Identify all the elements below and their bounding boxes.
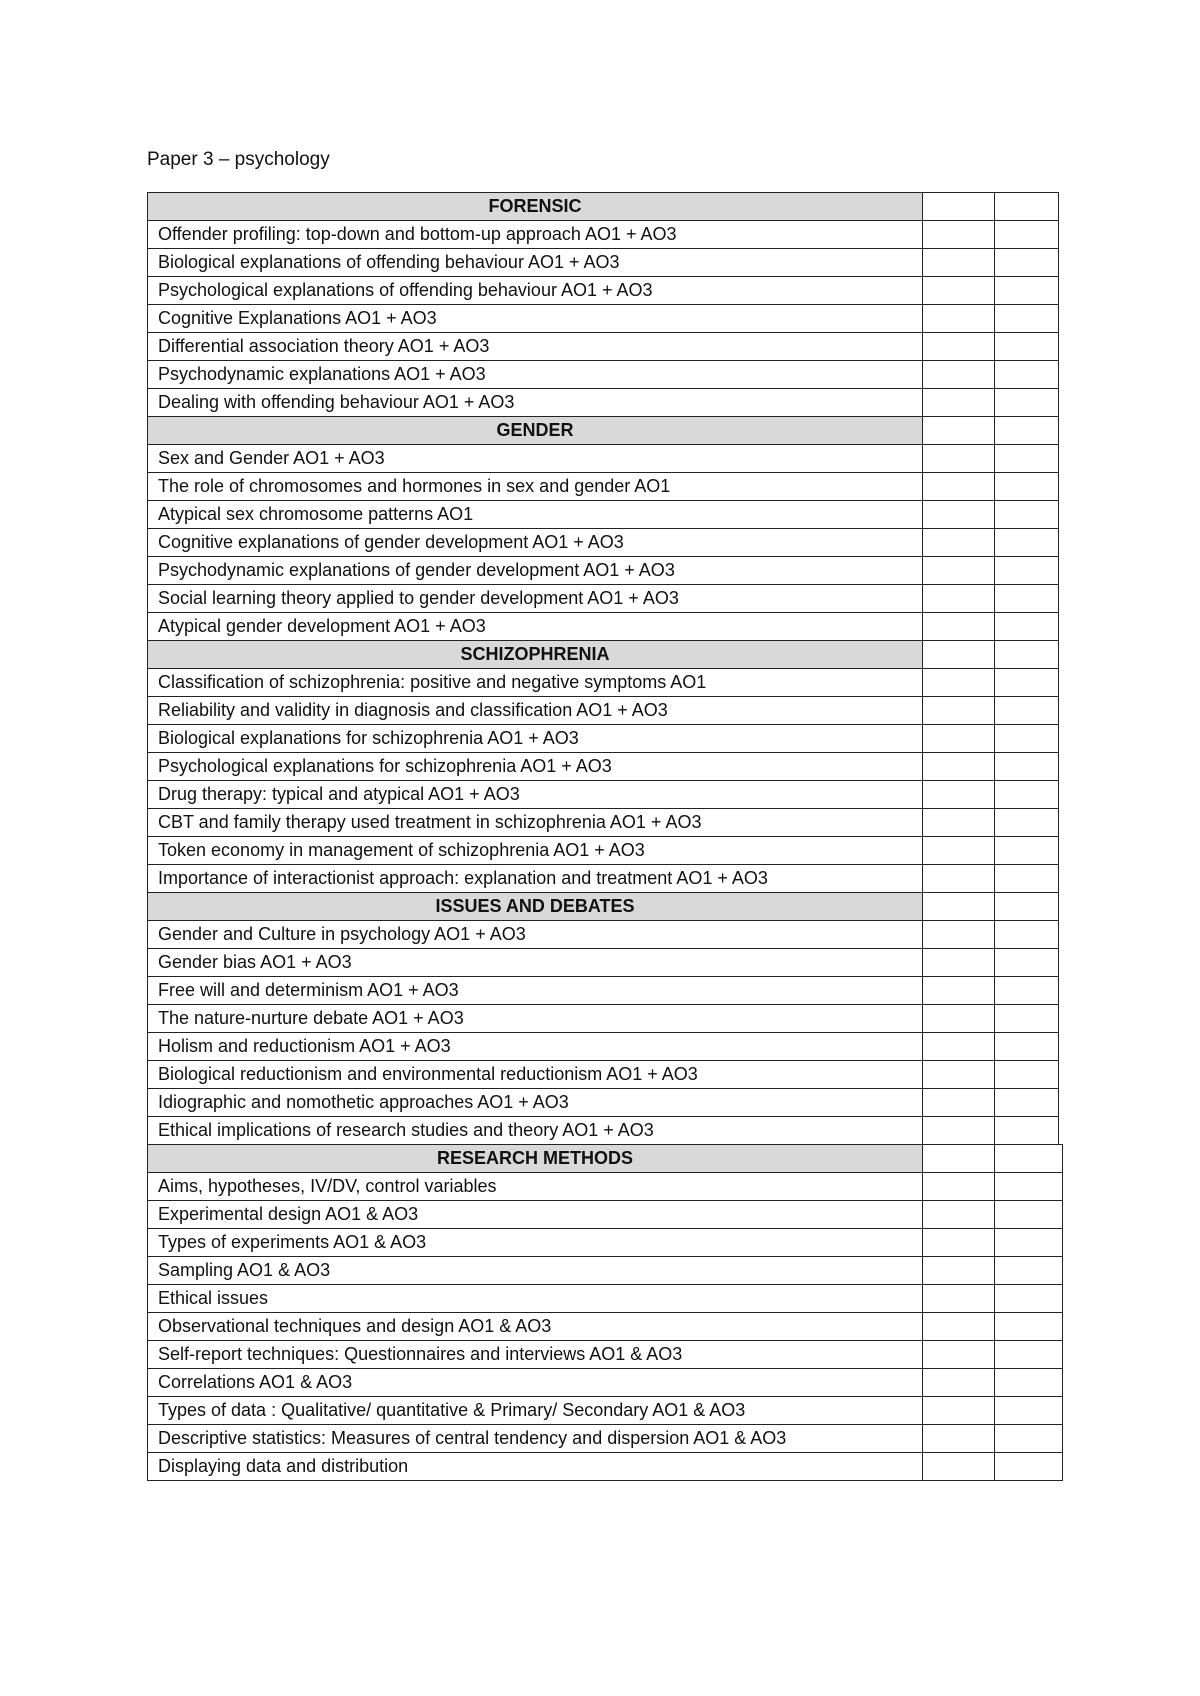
topic-row [148, 305, 1059, 333]
check-cell-1[interactable] [923, 865, 995, 893]
topic-row [148, 613, 1059, 641]
check-cell-2[interactable] [995, 1173, 1063, 1201]
topic-row [148, 1173, 1063, 1201]
check-cell-2 [995, 893, 1059, 921]
topic-row [148, 1201, 1063, 1229]
check-cell-1[interactable] [923, 221, 995, 249]
topic-row [148, 865, 1059, 893]
topic-row [148, 249, 1059, 277]
check-cell-2[interactable] [995, 725, 1059, 753]
topic-row [148, 669, 1059, 697]
check-cell-1[interactable] [923, 277, 995, 305]
check-cell-1[interactable] [923, 837, 995, 865]
check-cell-1 [923, 193, 995, 221]
topic-label: Social learning theory applied to gender development AO1 + AO3 [148, 585, 923, 613]
check-cell-1[interactable] [923, 1173, 995, 1201]
check-cell-1[interactable] [923, 1397, 995, 1425]
check-cell-1[interactable] [923, 697, 995, 725]
check-cell-2[interactable] [995, 305, 1059, 333]
check-cell-1[interactable] [923, 389, 995, 417]
topic-row [148, 473, 1059, 501]
check-cell-2[interactable] [995, 1089, 1059, 1117]
topic-row [148, 1117, 1059, 1145]
check-cell-1[interactable] [923, 445, 995, 473]
check-cell-1[interactable] [923, 921, 995, 949]
topic-row [148, 277, 1059, 305]
topic-row [148, 1089, 1059, 1117]
topic-row [148, 697, 1059, 725]
topic-label: Sampling AO1 & AO3 [148, 1257, 923, 1285]
check-cell-2[interactable] [995, 809, 1059, 837]
check-cell-1[interactable] [923, 249, 995, 277]
topic-row [148, 1033, 1059, 1061]
topic-label: The role of chromosomes and hormones in sex and gender AO1 [148, 473, 923, 501]
topic-label: Types of experiments AO1 & AO3 [148, 1229, 923, 1257]
check-cell-2[interactable] [995, 1341, 1063, 1369]
topic-label: Psychological explanations for schizophrenia AO1 + AO3 [148, 753, 923, 781]
check-cell-2[interactable] [995, 669, 1059, 697]
document-title: Paper 3 – psychology [147, 149, 330, 170]
check-cell-1[interactable] [923, 1313, 995, 1341]
topic-label: Psychological explanations of offending behaviour AO1 + AO3 [148, 277, 923, 305]
topic-row [148, 585, 1059, 613]
check-cell-2 [995, 417, 1059, 445]
topic-label: Observational techniques and design AO1 & AO3 [148, 1313, 923, 1341]
section-heading-row [148, 1145, 1063, 1173]
topic-label: Correlations AO1 & AO3 [148, 1369, 923, 1397]
check-cell-1[interactable] [923, 809, 995, 837]
section-heading: RESEARCH METHODS [148, 1145, 923, 1173]
topic-label: Gender bias AO1 + AO3 [148, 949, 923, 977]
topic-label: Atypical gender development AO1 + AO3 [148, 613, 923, 641]
research-methods-table [147, 1144, 1063, 1481]
topic-label: Displaying data and distribution [148, 1453, 923, 1481]
check-cell-1[interactable] [923, 1005, 995, 1033]
check-cell-2[interactable] [995, 1257, 1063, 1285]
check-cell-2 [995, 1145, 1063, 1173]
check-cell-1[interactable] [923, 1453, 995, 1481]
section-heading: SCHIZOPHRENIA [148, 641, 923, 669]
check-cell-1 [923, 1145, 995, 1173]
check-cell-1[interactable] [923, 1425, 995, 1453]
check-cell-2[interactable] [995, 1397, 1063, 1425]
check-cell-2[interactable] [995, 1005, 1059, 1033]
check-cell-1[interactable] [923, 1061, 995, 1089]
topic-label: Biological reductionism and environmental reductionism AO1 + AO3 [148, 1061, 923, 1089]
topic-label: Holism and reductionism AO1 + AO3 [148, 1033, 923, 1061]
topic-row [148, 949, 1059, 977]
check-cell-2[interactable] [995, 1285, 1063, 1313]
topic-row [148, 1257, 1063, 1285]
topic-label: Dealing with offending behaviour AO1 + AO3 [148, 389, 923, 417]
check-cell-1[interactable] [923, 529, 995, 557]
topic-row [148, 977, 1059, 1005]
check-cell-2[interactable] [995, 865, 1059, 893]
topic-label: Atypical sex chromosome patterns AO1 [148, 501, 923, 529]
topic-label: Cognitive Explanations AO1 + AO3 [148, 305, 923, 333]
check-cell-1[interactable] [923, 305, 995, 333]
check-cell-2[interactable] [995, 613, 1059, 641]
check-cell-2[interactable] [995, 921, 1059, 949]
topic-label: Offender profiling: top-down and bottom-up approach AO1 + AO3 [148, 221, 923, 249]
check-cell-1[interactable] [923, 1369, 995, 1397]
topic-row [148, 781, 1059, 809]
check-cell-1[interactable] [923, 1341, 995, 1369]
topic-row [148, 1313, 1063, 1341]
topic-label: Reliability and validity in diagnosis and classification AO1 + AO3 [148, 697, 923, 725]
check-cell-1 [923, 417, 995, 445]
check-cell-1[interactable] [923, 501, 995, 529]
check-cell-2 [995, 641, 1059, 669]
check-cell-1[interactable] [923, 585, 995, 613]
topic-label: Cognitive explanations of gender development AO1 + AO3 [148, 529, 923, 557]
topic-label: Biological explanations for schizophrenia AO1 + AO3 [148, 725, 923, 753]
topic-row [148, 809, 1059, 837]
check-cell-1[interactable] [923, 473, 995, 501]
section-heading-row [148, 417, 1059, 445]
check-cell-2[interactable] [995, 1201, 1063, 1229]
topic-row [148, 1425, 1063, 1453]
check-cell-1[interactable] [923, 1229, 995, 1257]
check-cell-2[interactable] [995, 333, 1059, 361]
topic-label: Aims, hypotheses, IV/DV, control variables [148, 1173, 923, 1201]
check-cell-2[interactable] [995, 697, 1059, 725]
check-cell-1[interactable] [923, 1033, 995, 1061]
check-cell-1[interactable] [923, 949, 995, 977]
topic-row [148, 501, 1059, 529]
topic-row [148, 557, 1059, 585]
topic-label: Ethical implications of research studies and theory AO1 + AO3 [148, 1117, 923, 1145]
topic-row [148, 1005, 1059, 1033]
check-cell-2[interactable] [995, 557, 1059, 585]
check-cell-1[interactable] [923, 753, 995, 781]
section-heading: ISSUES AND DEBATES [148, 893, 923, 921]
check-cell-1[interactable] [923, 781, 995, 809]
topic-label: Types of data : Qualitative/ quantitative & Primary/ Secondary AO1 & AO3 [148, 1397, 923, 1425]
check-cell-1 [923, 641, 995, 669]
topic-label: Biological explanations of offending behaviour AO1 + AO3 [148, 249, 923, 277]
check-cell-2[interactable] [995, 753, 1059, 781]
check-cell-2[interactable] [995, 585, 1059, 613]
check-cell-2[interactable] [995, 221, 1059, 249]
topic-row [148, 221, 1059, 249]
topic-row [148, 333, 1059, 361]
topic-label: Self-report techniques: Questionnaires and interviews AO1 & AO3 [148, 1341, 923, 1369]
topic-label: Idiographic and nomothetic approaches AO1 + AO3 [148, 1089, 923, 1117]
check-cell-1[interactable] [923, 977, 995, 1005]
topic-label: Importance of interactionist approach: explanation and treatment AO1 + AO3 [148, 865, 923, 893]
topic-label: Sex and Gender AO1 + AO3 [148, 445, 923, 473]
topic-label: Psychodynamic explanations of gender development AO1 + AO3 [148, 557, 923, 585]
check-cell-2[interactable] [995, 501, 1059, 529]
check-cell-2[interactable] [995, 1425, 1063, 1453]
check-cell-2[interactable] [995, 1061, 1059, 1089]
topic-row [148, 1397, 1063, 1425]
check-cell-2[interactable] [995, 977, 1059, 1005]
topic-row [148, 361, 1059, 389]
section-heading: GENDER [148, 417, 923, 445]
topic-label: Ethical issues [148, 1285, 923, 1313]
check-cell-2[interactable] [995, 837, 1059, 865]
topic-row [148, 725, 1059, 753]
topic-label: Gender and Culture in psychology AO1 + AO3 [148, 921, 923, 949]
check-cell-2[interactable] [995, 445, 1059, 473]
check-cell-2[interactable] [995, 389, 1059, 417]
check-cell-2[interactable] [995, 473, 1059, 501]
section-heading-row [148, 193, 1059, 221]
check-cell-2[interactable] [995, 1369, 1063, 1397]
topic-row [148, 1061, 1059, 1089]
research-methods-checklist [147, 1144, 1063, 1481]
check-cell-2[interactable] [995, 1313, 1063, 1341]
topic-label: Token economy in management of schizophrenia AO1 + AO3 [148, 837, 923, 865]
topic-row [148, 1229, 1063, 1257]
check-cell-1[interactable] [923, 1201, 995, 1229]
section-heading-row [148, 893, 1059, 921]
topic-label: Differential association theory AO1 + AO3 [148, 333, 923, 361]
topic-label: Experimental design AO1 & AO3 [148, 1201, 923, 1229]
check-cell-1[interactable] [923, 1285, 995, 1313]
check-cell-1[interactable] [923, 557, 995, 585]
check-cell-1[interactable] [923, 361, 995, 389]
check-cell-1[interactable] [923, 669, 995, 697]
check-cell-2[interactable] [995, 529, 1059, 557]
topics-checklist [147, 192, 1059, 1145]
check-cell-2[interactable] [995, 1117, 1059, 1145]
topic-label: Free will and determinism AO1 + AO3 [148, 977, 923, 1005]
check-cell-2[interactable] [995, 1033, 1059, 1061]
topic-row [148, 389, 1059, 417]
check-cell-1[interactable] [923, 613, 995, 641]
check-cell-1[interactable] [923, 1257, 995, 1285]
check-cell-2[interactable] [995, 1229, 1063, 1257]
topic-label: Psychodynamic explanations AO1 + AO3 [148, 361, 923, 389]
topics-table [147, 192, 1059, 1145]
topic-row [148, 753, 1059, 781]
check-cell-1[interactable] [923, 1117, 995, 1145]
topic-label: Descriptive statistics: Measures of central tendency and dispersion AO1 & AO3 [148, 1425, 923, 1453]
topic-row [148, 1285, 1063, 1313]
topic-row [148, 1341, 1063, 1369]
check-cell-1[interactable] [923, 1089, 995, 1117]
topic-row [148, 837, 1059, 865]
topic-label: Classification of schizophrenia: positive and negative symptoms AO1 [148, 669, 923, 697]
topic-row [148, 1453, 1063, 1481]
topic-row [148, 445, 1059, 473]
topic-label: CBT and family therapy used treatment in schizophrenia AO1 + AO3 [148, 809, 923, 837]
topic-label: Drug therapy: typical and atypical AO1 + AO3 [148, 781, 923, 809]
check-cell-1 [923, 893, 995, 921]
check-cell-1[interactable] [923, 725, 995, 753]
check-cell-2[interactable] [995, 249, 1059, 277]
check-cell-2[interactable] [995, 361, 1059, 389]
check-cell-2[interactable] [995, 277, 1059, 305]
topic-row [148, 921, 1059, 949]
check-cell-2 [995, 193, 1059, 221]
topic-row [148, 1369, 1063, 1397]
section-heading-row [148, 641, 1059, 669]
topic-row [148, 529, 1059, 557]
section-heading: FORENSIC [148, 193, 923, 221]
check-cell-2[interactable] [995, 1453, 1063, 1481]
check-cell-2[interactable] [995, 949, 1059, 977]
check-cell-2[interactable] [995, 781, 1059, 809]
topic-label: The nature-nurture debate AO1 + AO3 [148, 1005, 923, 1033]
check-cell-1[interactable] [923, 333, 995, 361]
